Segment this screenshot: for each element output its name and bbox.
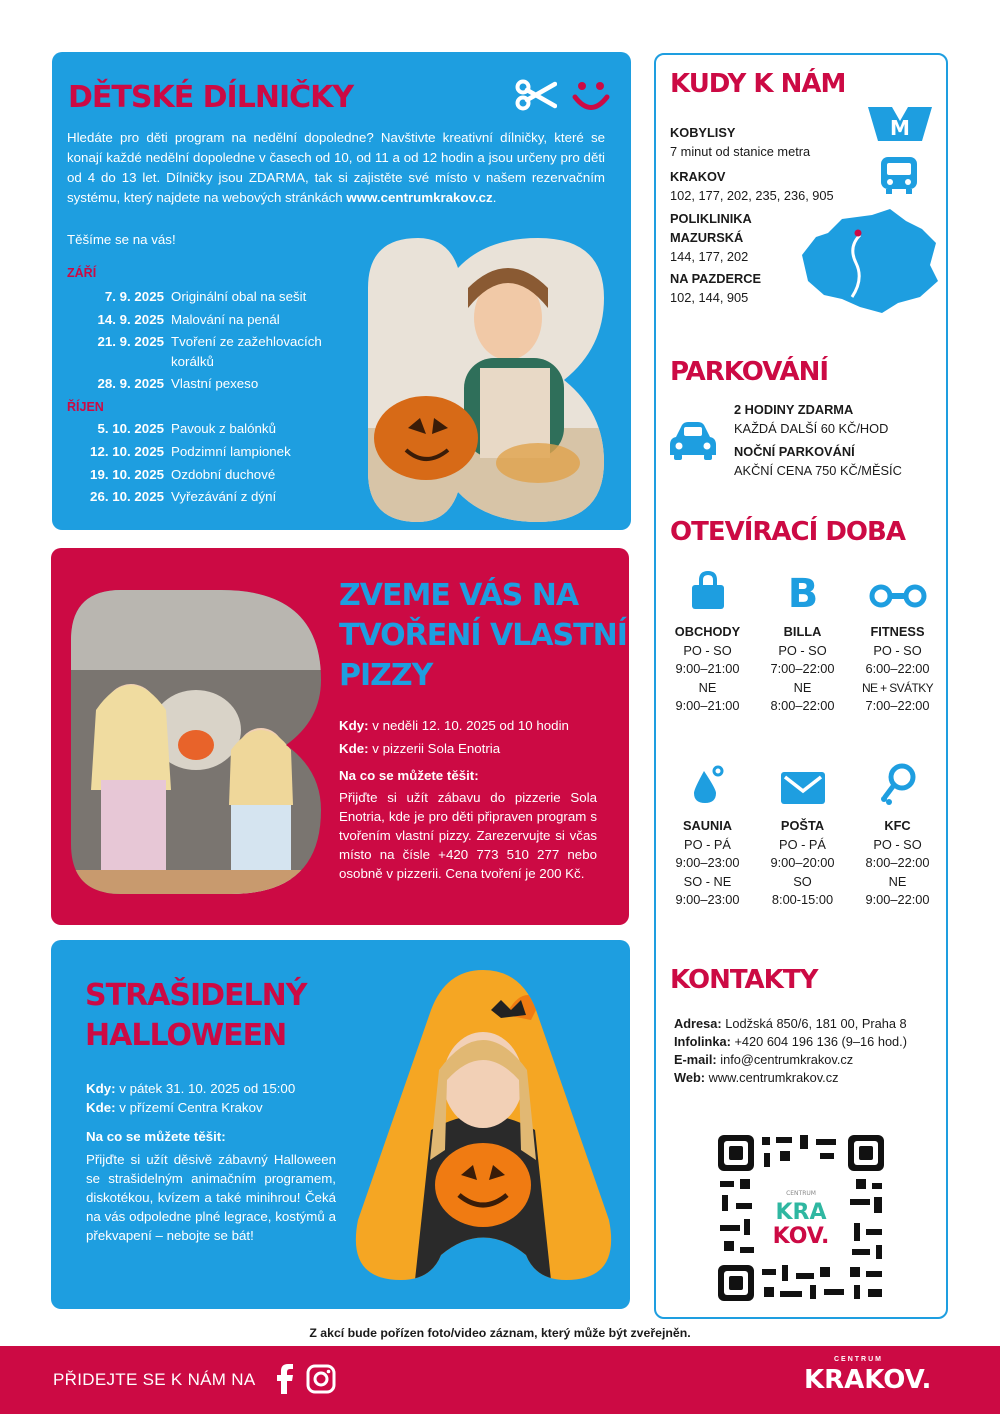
contact-email xyxy=(674,1051,946,1069)
drop-icon xyxy=(690,763,726,805)
hours-saunia xyxy=(660,749,755,910)
opening-title: OTEVÍRACÍ DOBA xyxy=(670,517,905,547)
event-title: Vyřezávání z dýní xyxy=(171,489,277,504)
event-title: Ozdobní duchové xyxy=(171,467,276,482)
event-row xyxy=(67,310,367,330)
girl-pumpkin-photo xyxy=(368,238,604,522)
prague-map-icon xyxy=(802,207,940,315)
billa-letter: B xyxy=(787,571,818,611)
metro-icon xyxy=(868,107,932,141)
pizza-title-line: TVOŘENÍ VLASTNÍ xyxy=(339,618,627,653)
dumbbell-icon xyxy=(869,581,927,611)
contacts-title: KONTAKTY xyxy=(670,965,818,995)
hours-line: NE xyxy=(793,679,812,695)
stop-name: KOBYLISY xyxy=(670,125,736,140)
pizza-title-line: PIZZY xyxy=(339,658,433,693)
footer-logo: KRAKOV. xyxy=(804,1365,932,1395)
when-label: Kdy: xyxy=(339,718,369,733)
hours-name: OBCHODY xyxy=(674,624,741,639)
parking-text: AKČNÍ CENA 750 KČ/MĚSÍC xyxy=(734,463,902,478)
contact-address xyxy=(674,1015,946,1033)
phone-label: Infolinka: xyxy=(674,1034,731,1049)
workshops-intro xyxy=(67,128,605,208)
stop-name: KRAKOV xyxy=(670,169,726,184)
halloween-look-label: Na co se můžete těšit: xyxy=(86,1129,226,1144)
web-label: Web: xyxy=(674,1070,706,1085)
when-value: v pátek 31. 10. 2025 od 15:00 xyxy=(119,1081,296,1096)
web-value[interactable]: www.centrumkrakov.cz xyxy=(708,1070,839,1085)
scissors-icon xyxy=(515,78,557,112)
hours-name: BILLA xyxy=(783,624,822,639)
pizza-where xyxy=(339,739,597,758)
hours-line: 9:00–21:00 xyxy=(675,698,740,713)
qr-logo-top: CENTRUM xyxy=(786,1190,816,1197)
stop-name: POLIKLINIKA MAZURSKÁ xyxy=(670,211,752,245)
footer xyxy=(0,1346,1000,1414)
hours-line: 9:00–23:00 xyxy=(675,892,740,907)
parking-title: PARKOVÁNÍ xyxy=(670,357,829,387)
contact-phone xyxy=(674,1033,946,1051)
workshops-panel xyxy=(52,52,631,530)
month-september: ZÁŘÍ xyxy=(67,266,97,280)
hours-fitness xyxy=(850,555,945,716)
pizza-text: Přijďte si užít zábavu do pizzerie Sola Enotria, kde je pro děti připraven program s tvořením vlastní pizzy. Zarezervujte si včas místo na čísle +420 773 510 277 nebo osobně v pizzerii. Cena tvoření je 200 Kč. xyxy=(339,790,597,881)
hours-line: 6:00–22:00 xyxy=(865,661,930,676)
hours-line: 9:00–20:00 xyxy=(770,855,835,870)
event-row xyxy=(67,374,367,394)
halloween-title-line: HALLOWEEN xyxy=(85,1018,287,1053)
shopping-bag-icon xyxy=(690,571,726,611)
hours-line: PO - SO xyxy=(873,642,922,658)
hours-line: 8:00–22:00 xyxy=(770,698,835,713)
hours-line: PO - SO xyxy=(683,642,732,658)
qr-code[interactable] xyxy=(716,1133,886,1303)
event-date: 21. 9. 2025 xyxy=(97,334,164,349)
hours-line: NE xyxy=(698,679,717,695)
event-date: 5. 10. 2025 xyxy=(97,421,164,436)
halloween-panel xyxy=(51,940,630,1309)
join-text: PŘIDEJTE SE K NÁM NA xyxy=(53,1370,256,1389)
hours-line: 9:00–23:00 xyxy=(675,855,740,870)
halloween-where xyxy=(86,1098,336,1117)
contacts-block xyxy=(674,1015,946,1087)
car-icon xyxy=(668,421,718,461)
hours-line: 9:00–22:00 xyxy=(865,892,930,907)
event-date: 14. 9. 2025 xyxy=(97,312,164,327)
stop-info: 144, 177, 202 xyxy=(670,249,749,264)
parking-info-1 xyxy=(734,400,888,438)
hours-line: 8:00–22:00 xyxy=(865,855,930,870)
halloween-when xyxy=(86,1079,336,1098)
envelope-icon xyxy=(780,771,826,805)
hours-line: PO - PÁ xyxy=(779,836,826,852)
billa-icon xyxy=(787,571,819,611)
hours-line: NE xyxy=(888,873,907,889)
event-title: Vlastní pexeso xyxy=(171,376,259,391)
contact-web xyxy=(674,1069,946,1087)
pizza-look-label: Na co se můžete těšit: xyxy=(339,768,479,783)
intro-text: Hledáte pro děti program na nedělní dopoledne? Navštivte kreativní dílničky, které se konají každé nedělní dopoledne v časech od 10, od 11 a od 12 hodin a jsou určeny pro děti od 4 do 13 let. Dílničky jsou ZDARMA, tak si zajistěte své místo v našem rezervačním systému, který najdete na webových stránkách xyxy=(67,130,605,205)
event-title: Podzimní lampionek xyxy=(171,444,291,459)
qr-logo-line2: KOV. xyxy=(772,1224,830,1249)
event-title: Pavouk z balónků xyxy=(171,421,276,436)
where-value: v pizzerii Sola Enotria xyxy=(372,741,501,756)
hours-posta xyxy=(755,749,850,910)
email-label: E-mail: xyxy=(674,1052,717,1067)
stop-info: 102, 177, 202, 235, 236, 905 xyxy=(670,188,834,203)
hours-line: 7:00–22:00 xyxy=(770,661,835,676)
hours-name: POŠTA xyxy=(780,818,825,833)
photo-notice: Z akcí bude pořízen foto/video záznam, který může být zveřejněn. xyxy=(309,1326,691,1340)
hours-line: SO xyxy=(793,873,812,889)
halloween-title xyxy=(85,976,307,1056)
event-title: Malování na penál xyxy=(171,312,280,327)
event-row xyxy=(67,465,367,485)
directions-title: KUDY K NÁM xyxy=(670,69,846,99)
intro-end: . xyxy=(492,190,497,205)
address-value: Lodžská 850/6, 181 00, Praha 8 xyxy=(725,1016,907,1031)
event-title: Originální obal na sešit xyxy=(171,289,307,304)
event-date: 19. 10. 2025 xyxy=(90,467,164,482)
when-value: v neděli 12. 10. 2025 od 10 hodin xyxy=(372,718,569,733)
hours-line: PO - PÁ xyxy=(684,836,731,852)
month-october: ŘÍJEN xyxy=(67,400,104,414)
address-label: Adresa: xyxy=(674,1016,722,1031)
halloween-text: Přijďte si užít děsivě zábavný Halloween se strašidelným animačním programem, diskotékou, kvízem a také minihrou! Čeká na vás odpoledne plné legrace, kostýmů a překvapení – nebojte se bát! xyxy=(86,1152,336,1243)
opening-row xyxy=(660,749,946,910)
where-label: Kde: xyxy=(339,741,369,756)
footer-logo-small: CENTRUM xyxy=(834,1356,883,1363)
workshops-icons xyxy=(515,78,611,116)
hours-line: 7:00–22:00 xyxy=(865,698,930,713)
event-title: Tvoření ze zažehlovacích korálků xyxy=(171,334,322,369)
opening-row xyxy=(660,555,946,716)
website-link[interactable]: www.centrumkrakov.cz xyxy=(346,190,493,205)
event-row xyxy=(67,419,367,439)
drumstick-icon xyxy=(880,763,916,805)
workshops-title: DĚTSKÉ DÍLNIČKY xyxy=(68,80,354,115)
stop-krakov xyxy=(670,167,834,205)
hours-obchody xyxy=(660,555,755,716)
hours-name: SAUNIA xyxy=(682,818,733,833)
where-value: v přízemí Centra Krakov xyxy=(119,1100,263,1115)
halloween-title-line: STRAŠIDELNÝ xyxy=(85,978,307,1013)
when-label: Kdy: xyxy=(86,1081,116,1096)
metro-letter: M xyxy=(890,116,910,140)
hours-name: KFC xyxy=(884,818,911,833)
smile-icon xyxy=(571,78,611,116)
event-date: 26. 10. 2025 xyxy=(90,489,164,504)
hours-line: NE + SVÁTKY xyxy=(861,680,934,695)
hours-line: 9:00–21:00 xyxy=(675,661,740,676)
parking-text: KAŽDÁ DALŠÍ 60 KČ/HOD xyxy=(734,421,889,436)
stop-name: NA PAZDERCE xyxy=(670,271,762,286)
event-row xyxy=(67,487,367,507)
event-row xyxy=(67,287,367,307)
hours-line: 8:00-15:00 xyxy=(771,892,834,907)
parking-info-2 xyxy=(734,442,902,480)
event-date: 12. 10. 2025 xyxy=(90,444,164,459)
event-date: 7. 9. 2025 xyxy=(104,289,164,304)
stop-na-pazderce xyxy=(670,269,761,307)
stop-info: 7 minut od stanice metra xyxy=(670,144,811,159)
hours-billa xyxy=(755,555,850,716)
parking-bold: 2 HODINY ZDARMA xyxy=(734,402,854,417)
event-row xyxy=(67,442,367,462)
pizza-title xyxy=(339,576,627,696)
pizza-when xyxy=(339,716,597,735)
hours-kfc xyxy=(850,749,945,910)
where-label: Kde: xyxy=(86,1100,116,1115)
halloween-girl-photo xyxy=(351,970,616,1280)
stop-info: 102, 144, 905 xyxy=(670,290,749,305)
email-value[interactable]: info@centrumkrakov.cz xyxy=(720,1052,854,1067)
event-date: 28. 9. 2025 xyxy=(97,376,164,391)
parking-bold: NOČNÍ PARKOVÁNÍ xyxy=(734,444,855,459)
stop-kobylisy xyxy=(670,123,810,161)
event-row xyxy=(67,332,367,372)
pizza-title-line: ZVEME VÁS NA xyxy=(339,578,579,613)
qr-logo-line1: KRA xyxy=(775,1200,827,1225)
pizza-panel xyxy=(51,548,629,925)
phone-value[interactable]: +420 604 196 136 (9–16 hod.) xyxy=(734,1034,907,1049)
instagram-icon[interactable] xyxy=(306,1364,336,1394)
workshops-greeting: Těšíme se na vás! xyxy=(67,232,176,247)
kids-pizza-photo xyxy=(71,590,321,894)
info-sidebar xyxy=(654,53,948,1319)
stop-poliklinika xyxy=(670,209,780,266)
hours-name: FITNESS xyxy=(870,624,925,639)
facebook-icon[interactable] xyxy=(276,1364,294,1394)
hours-line: PO - SO xyxy=(778,642,827,658)
hours-line: SO - NE xyxy=(683,873,732,889)
hours-line: PO - SO xyxy=(873,836,922,852)
bus-icon xyxy=(880,155,918,195)
